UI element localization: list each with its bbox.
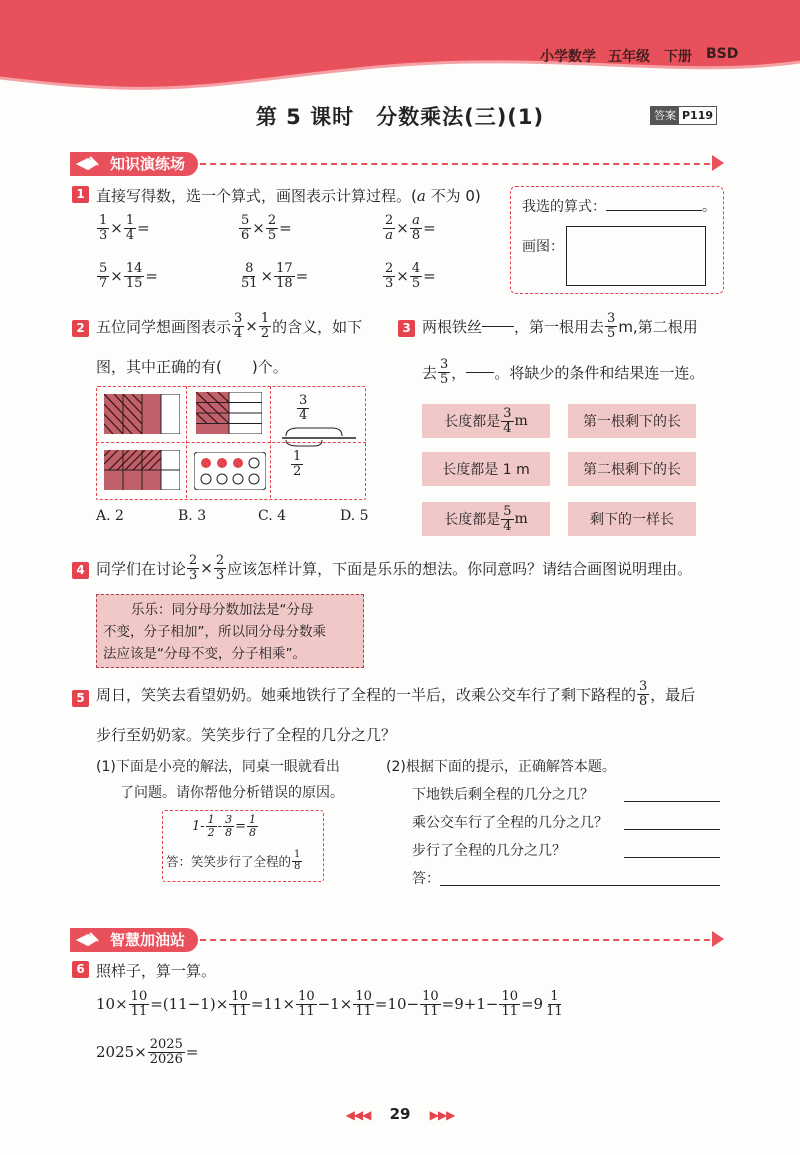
- header-grade: 五年级: [608, 49, 650, 65]
- question-number: 2: [72, 320, 89, 337]
- question-2-text: 五位同学想画图表示 $\frac{3}{4}$ × $\frac{1}{2}$ 的含义，如下: [96, 311, 363, 341]
- condition-3[interactable]: 长度都是 $\frac{5}{4}$ m: [422, 502, 550, 536]
- section-title: 智慧加油站: [110, 931, 186, 949]
- question-2-line2: 图，其中正确的有( )个。: [96, 358, 288, 376]
- question-1-text: 直接写得数，选一个算式，画图表示计算过程。(a 不为 0): [96, 187, 481, 205]
- question-number: 6: [72, 961, 89, 978]
- option-c[interactable]: C. 4: [258, 508, 287, 524]
- question-number: 4: [72, 562, 89, 579]
- figure-d: [194, 452, 266, 490]
- prev-arrows-icon: ◀◀◀: [345, 1108, 371, 1122]
- question-5-line2: 步行至奶奶家。笑笑步行了全程的几分之几？: [96, 726, 397, 744]
- question-3-line2: 去 $\frac{3}{5}$ ， 。将缺少的条件和结果连一连。: [422, 357, 705, 387]
- option-a[interactable]: A. 2: [96, 508, 124, 524]
- condition-2[interactable]: 长度都是 1 m: [422, 452, 550, 486]
- question-number: 3: [398, 320, 415, 337]
- formula-label: 我选的算式： 。: [522, 199, 716, 215]
- question-6-task: 2025 × $\frac{2025}{2026}$ =: [96, 1037, 199, 1067]
- answer-label: 答案: [651, 107, 679, 124]
- runner-icon: [76, 931, 100, 949]
- page-footer: [0, 1105, 800, 1123]
- answer-reference: [650, 106, 717, 125]
- figure-e-bottom-fraction: $\frac{1}{2}$: [293, 449, 302, 479]
- answer-line-2[interactable]: [624, 829, 720, 830]
- question-5-part1: (1)下面是小亮的解法，同桌一眼就看出: [96, 759, 340, 775]
- answer-page: P119: [682, 109, 714, 122]
- header-subject: 小学数学: [540, 49, 596, 65]
- option-b[interactable]: B. 3: [178, 508, 207, 524]
- figure-e: [276, 394, 362, 492]
- q1-expression: $\frac{2}{3}$ × $\frac{4}{5}$ =: [385, 261, 436, 291]
- question-4-text: 同学们在讨论 $\frac{2}{3}$ × $\frac{2}{3}$ 应该怎样计算，下面是乐乐的想法。你同意吗？请结合画图说明理由。: [96, 553, 693, 583]
- question-5-part1-cont: 了问题。请你帮他分析错误的原因。: [120, 785, 344, 801]
- result-3[interactable]: 剩下的一样长: [568, 502, 696, 536]
- section-header-knowledge: [70, 152, 720, 178]
- header-term: 下册: [664, 49, 692, 65]
- answer-line-1[interactable]: [624, 801, 720, 802]
- drawing-area: [566, 226, 706, 286]
- page-title: 第 5 课时 分数乘法(三)(1): [255, 105, 545, 129]
- section-header-wisdom: [70, 928, 720, 954]
- section-title: 知识演练场: [110, 155, 186, 173]
- question-3-text: 两根铁丝 ，第一根用去 $\frac{3}{5}$ m,第二根用: [422, 311, 698, 341]
- lele-idea: 乐乐：同分母分数加法是“分母 不变，分子相加”，所以同分母分数乘 法应该是“分母不变，分子相乘”。: [96, 594, 364, 668]
- condition-1[interactable]: 长度都是 $\frac{3}{4}$ m: [422, 404, 550, 438]
- q1-expression: $\frac{8}{51}$ × $\frac{17}{18}$ =: [241, 261, 309, 291]
- question-number: 1: [72, 186, 89, 203]
- hint-4: 答：: [412, 871, 440, 887]
- q1-expression: $\frac{2}{a}$ × $\frac{a}{8}$ =: [385, 213, 436, 243]
- answer-line-4[interactable]: [440, 885, 720, 886]
- hint-1: 下地铁后剩全程的几分之几？: [412, 787, 594, 803]
- hint-3: 步行了全程的几分之几？: [412, 843, 566, 859]
- page-number: 29: [389, 1105, 411, 1123]
- question-6-text: 照样子，算一算。: [96, 962, 217, 980]
- hint-2: 乘公交车行了全程的几分之几？: [412, 815, 608, 831]
- question-5-text: 周日，笑笑去看望奶奶。她乘地铁行了全程的一半后，改乘公交车行了剩下路程的 $\frac{3}{8}$ ，最后: [96, 679, 696, 709]
- arrow-right-icon: [712, 155, 724, 171]
- q1-expression: $\frac{5}{7}$ × $\frac{14}{15}$ =: [99, 261, 158, 291]
- runner-icon: [76, 155, 100, 173]
- option-d[interactable]: D. 5: [340, 508, 369, 524]
- result-2[interactable]: 第二根剩下的长: [568, 452, 696, 486]
- figure-c: [104, 450, 180, 490]
- handwritten-calculation: 1- $\frac{1}{2}$ - $\frac{3}{8}$ = $\frac{1}{8}$: [192, 813, 256, 839]
- handwritten-answer: 答：笑笑步行了全程的 $\frac{1}{8}$: [166, 849, 301, 872]
- question-5-part2: (2)根据下面的提示，正确解答本题。: [386, 759, 616, 775]
- draw-label: 画图：: [522, 239, 564, 255]
- figure-b: [196, 392, 262, 434]
- example-calculation: 10 × $\frac{10}{11}$ =(11−1) × $\frac{10}{11}$ =11 × $\frac{10}{11}$ −1 × $\frac{10}{11}$ =10− $\frac{10}{11}$ =9+1− $\frac{10}{11}$ =9 $\frac{1}{11}$: [96, 989, 563, 1019]
- result-1[interactable]: 第一根剩下的长: [568, 404, 696, 438]
- figure-e-top-fraction: $\frac{3}{4}$: [299, 393, 308, 423]
- figure-a: [104, 394, 180, 434]
- question-number: 5: [72, 690, 89, 707]
- q1-expression: $\frac{1}{3}$ × $\frac{1}{4}$ =: [99, 213, 150, 243]
- answer-line-3[interactable]: [624, 857, 720, 858]
- next-arrows-icon: ▶▶▶: [429, 1108, 455, 1122]
- arrow-right-icon: [712, 931, 724, 947]
- header-edition: BSD: [706, 46, 739, 62]
- q1-expression: $\frac{5}{6}$ × $\frac{2}{5}$ =: [241, 213, 292, 243]
